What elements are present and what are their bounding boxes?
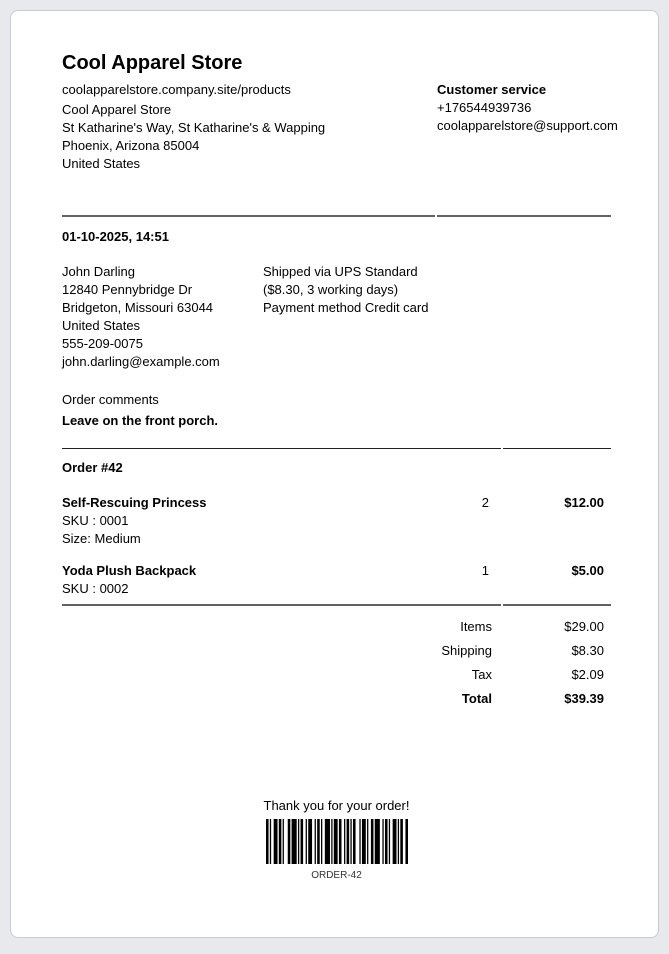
- item-name: Self-Rescuing Princess: [62, 495, 207, 510]
- barcode-wrap: [62, 819, 611, 869]
- totals-row: [62, 663, 611, 687]
- shipping-info-line: Payment method Credit card: [263, 300, 429, 315]
- customer-info-line: John Darling: [62, 264, 135, 279]
- item-quantity: 2: [481, 495, 489, 510]
- item-price: $5.00: [571, 563, 604, 578]
- order-item: [62, 562, 611, 598]
- store-address-line: St Katharine's Way, St Katharine's & Wapping: [62, 120, 326, 135]
- order-title: Order #42: [62, 460, 123, 475]
- receipt-card: [10, 10, 659, 938]
- item-info: [62, 494, 411, 548]
- receipt-footer: [62, 797, 611, 882]
- store-address-line: Phoenix, Arizona 85004: [62, 138, 200, 153]
- totals-row: [62, 615, 611, 639]
- totals-value: $29.00: [564, 619, 604, 634]
- totals-value: $8.30: [571, 643, 604, 658]
- customer-info: [62, 263, 263, 371]
- thank-you-message: Thank you for your order!: [263, 798, 410, 813]
- item-name: Yoda Plush Backpack: [62, 563, 197, 578]
- order-comments: [62, 391, 611, 431]
- order-items: [62, 494, 611, 598]
- customer-service-phone: +176544939736: [437, 100, 532, 115]
- customer-service-title: Customer service: [437, 82, 547, 97]
- totals-label: Items: [460, 619, 492, 634]
- divider: [62, 604, 611, 606]
- order-item: [62, 494, 611, 548]
- totals-row: [62, 639, 611, 663]
- order-comments-text: Leave on the front porch.: [62, 413, 219, 428]
- item-price: $12.00: [564, 495, 604, 510]
- customer-shipping-columns: [62, 263, 611, 371]
- customer-info-line: United States: [62, 318, 141, 333]
- totals-row-total: [62, 687, 611, 711]
- store-website: coolapparelstore.company.site/products: [62, 82, 291, 97]
- shipping-info-line: ($8.30, 3 working days): [263, 282, 399, 297]
- order-barcode: [266, 819, 408, 864]
- barcode-label: ORDER-42: [311, 870, 362, 881]
- header-columns: [62, 81, 618, 173]
- item-quantity: 1: [481, 563, 489, 578]
- order-totals: [62, 615, 611, 711]
- item-sku: SKU : 0002: [62, 581, 129, 596]
- totals-label: Shipping: [441, 643, 492, 658]
- customer-info-line: Bridgeton, Missouri 63044: [62, 300, 214, 315]
- order-datetime: 01-10-2025, 14:51: [62, 229, 169, 244]
- store-name: Cool Apparel Store: [62, 52, 243, 74]
- customer-service-email: coolapparelstore@support.com: [437, 118, 618, 133]
- item-size: Size: Medium: [62, 531, 141, 546]
- item-info: [62, 562, 411, 598]
- item-sku: SKU : 0001: [62, 513, 129, 528]
- customer-info-line: 12840 Pennybridge Dr: [62, 282, 193, 297]
- customer-service-block: [437, 81, 618, 173]
- shipping-info: [263, 263, 611, 371]
- totals-label: Total: [461, 691, 492, 706]
- store-info: [62, 81, 437, 173]
- totals-value: $39.39: [564, 691, 604, 706]
- order-comments-label: Order comments: [62, 392, 159, 407]
- store-address-line: United States: [62, 156, 141, 171]
- totals-label: Tax: [471, 667, 492, 682]
- shipping-info-line: Shipped via UPS Standard: [263, 264, 418, 279]
- totals-value: $2.09: [571, 667, 604, 682]
- store-address-line: Cool Apparel Store: [62, 102, 172, 117]
- divider: [62, 215, 611, 217]
- divider: [62, 448, 611, 449]
- customer-info-line: john.darling@example.com: [62, 354, 220, 369]
- customer-info-line: 555-209-0075: [62, 336, 143, 351]
